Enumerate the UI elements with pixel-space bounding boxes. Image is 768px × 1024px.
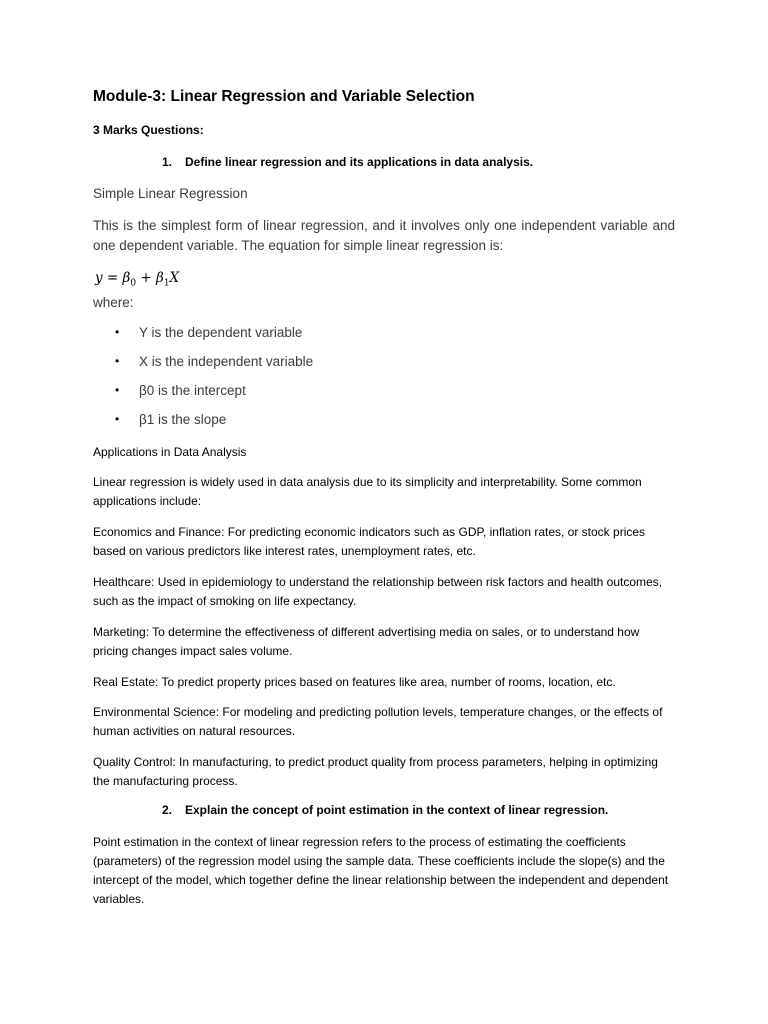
question-1 (162, 155, 533, 169)
applications-heading: Applications in Data Analysis (93, 445, 247, 459)
list-item-text: X is the independent variable (139, 354, 314, 369)
question-2-number: 2. (162, 803, 173, 817)
intro-paragraph: This is the simplest form of linear regression, and it involves only one independent variable and one dependent variable. The equation for simple linear regression is: (93, 218, 675, 253)
economics-paragraph: Economics and Finance: For predicting economic indicators such as GDP, inflation rates, or stock prices based on various predictors like interest rates, unemployment rates, etc. (93, 525, 646, 558)
equation-x: X (169, 270, 180, 286)
equation-beta1: $\beta_1$ (156, 270, 170, 289)
list-item-text: β0 is the intercept (139, 383, 246, 398)
question-2-text: Explain the concept of point estimation in the context of linear regression. (185, 803, 609, 817)
list-item-text: Y is the dependent variable (139, 325, 303, 340)
bullet-icon: • (115, 325, 120, 339)
page-title: Module-3: Linear Regression and Variable Selection (93, 88, 475, 105)
section-subheading: 3 Marks Questions: (93, 123, 204, 137)
healthcare-paragraph: Healthcare: Used in epidemiology to understand the relationship between risk factors and health outcomes, such as the impact of smoking on life expectancy. (93, 575, 662, 608)
question-1-number: 1. (162, 155, 173, 169)
list-item-text: β1 is the slope (139, 412, 227, 427)
regression-equation: $y = \beta_0 + \beta_1X$ (95, 270, 180, 289)
quality-control-paragraph: Quality Control: In manufacturing, to predict product quality from process parameters, helping in optimizing the manufacturing process. (93, 755, 658, 788)
bullet-icon: • (115, 383, 120, 397)
simple-linear-regression-heading: Simple Linear Regression (93, 186, 248, 201)
applications-intro-paragraph: Linear regression is widely used in data analysis due to its simplicity and interpretability. Some common applications include: (93, 475, 642, 508)
question-1-text: Define linear regression and its applications in data analysis. (185, 155, 534, 169)
where-label: where: (93, 295, 134, 310)
real-estate-paragraph: Real Estate: To predict property prices based on features like area, number of rooms, location, etc. (93, 675, 616, 689)
equation-y: y (95, 270, 103, 286)
environmental-paragraph: Environmental Science: For modeling and predicting pollution levels, temperature changes, or the effects of human activities on natural resources. (93, 705, 663, 738)
bullet-icon: • (115, 354, 120, 368)
equation-beta0: $\beta_0$ (122, 270, 137, 289)
bullet-icon: • (115, 412, 120, 426)
point-estimation-paragraph: Point estimation in the context of linear regression refers to the process of estimating the coefficients (parameters) of the regression model using the sample data. These coefficients include the slope(s) and the intercept of the model, which together define the linear relationship between the independent and dependent variables. (93, 835, 669, 906)
question-2 (162, 803, 608, 817)
marketing-paragraph: Marketing: To determine the effectiveness of different advertising media on sales, or to understand how pricing changes impact sales volume. (93, 625, 640, 658)
